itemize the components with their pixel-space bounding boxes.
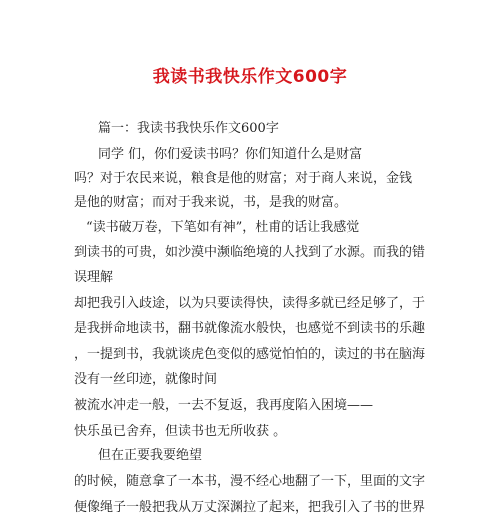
paragraph-line: 的时候，随意拿了一本书，漫不经心地翻了一下，里面的文字 xyxy=(74,474,426,489)
paragraph-line: 却把我引入歧途，以为只要读得快，读得多就已经足够了，于 xyxy=(74,296,426,311)
document-title: 我读书我快乐作文600字 xyxy=(152,67,348,87)
paragraph-line: 同学 们，你们爱读书吗？你们知道什么是财富 xyxy=(98,147,363,162)
paragraph-line: 便像绳子一般把我从万丈深渊拉了起来，把我引入了书的世界 xyxy=(74,500,426,515)
paragraph-line: 吗？对于农民来说，粮食是他的财富；对于商人来说，金钱 xyxy=(74,171,413,186)
paragraph-line: 误理解 xyxy=(74,270,114,285)
paragraph-line: 没有一丝印迹，就像时间 xyxy=(74,372,218,387)
paragraph-line: 被流水冲走一般，一去不复返，我再度陷入困境—— xyxy=(74,398,374,413)
paragraph-line: 但在正要我要绝望 xyxy=(98,448,203,463)
paragraph-line: 到读书的可贵，如沙漠中濒临绝境的人找到了水源。而我的错 xyxy=(74,245,426,260)
paragraph-line: 是我拼命地读书，翻书就像流水般快，也感觉不到读书的乐趣 xyxy=(74,321,426,336)
paragraph-line: 是他的财富；而对于我来说，书，是我的财富。 xyxy=(74,195,348,210)
paragraph-line: 篇一：我读书我快乐作文600字 xyxy=(98,121,279,136)
paragraph-line: ，一提到书，我就谈虎色变似的感觉怕怕的，读过的书在脑海 xyxy=(74,347,426,362)
paragraph-line: “读书破万卷，下笔如有神”，杜甫的话让我感觉 xyxy=(86,220,360,235)
paragraph-line: 快乐虽已舍弃，但读书也无所收获 。 xyxy=(74,424,287,439)
